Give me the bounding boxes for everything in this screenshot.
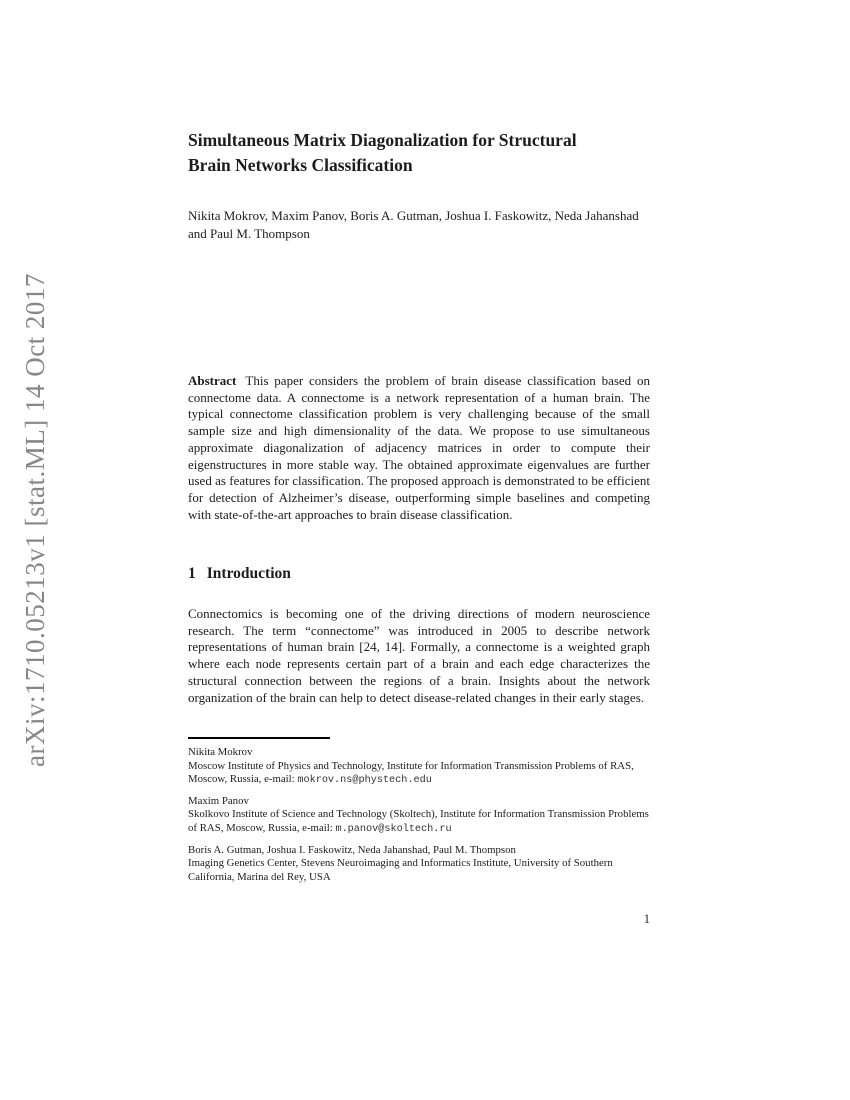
footnote-3-name: Boris A. Gutman, Joshua I. Faskowitz, Neda Jahanshad, Paul M. Thompson xyxy=(188,843,516,856)
footnotes-section xyxy=(188,746,650,891)
footnote-author-2 xyxy=(188,795,650,837)
introduction-paragraph: Connectomics is becoming one of the driving directions of modern neuroscience research. The term “connectome” was introduced in 2005 to describe network representations of human brain [24, 14]. Formally, a connectome is a weighted graph where each node represents certain part of a brain and each edge characterizes the structural connection between the regions of a brain. Insights about the network organization of the brain can help to detect disease-related changes in their early stages. xyxy=(188,606,650,705)
footnote-1-affiliation-text: Moscow Institute of Physics and Technology, Institute for Information Transmission Problems of RAS, Moscow, Russia, e-mail: xyxy=(188,759,634,786)
page-number: 1 xyxy=(643,912,650,926)
arxiv-watermark: arXiv:1710.05213v1 [stat.ML] 14 Oct 2017 xyxy=(20,273,50,767)
footnote-author-3 xyxy=(188,844,650,885)
footnote-2-name: Maxim Panov xyxy=(188,794,249,807)
footnote-rule xyxy=(188,737,330,739)
paper-title: Simultaneous Matrix Diagonalization for Structural Brain Networks Classification xyxy=(188,130,577,175)
authors-line: Nikita Mokrov, Maxim Panov, Boris A. Gutman, Joshua I. Faskowitz, Neda Jahanshad and Paul M. Thompson xyxy=(188,208,639,241)
footnote-3-affiliation-text: Imaging Genetics Center, Stevens Neuroimaging and Informatics Institute, University of Southern California, Marina del Rey, USA xyxy=(188,857,613,883)
abstract-label: Abstract xyxy=(188,373,237,388)
footnote-2-affiliation xyxy=(188,808,650,836)
abstract-text: This paper considers the problem of brain disease classification based on connectome data. A connectome is a network representation of a human brain. The typical connectome classification problem is very challenging because of the small sample size and high dimensionality of the data. We propose to use simultaneous approximate diagonalization of adjacency matrices in order to compute their eigenstructures in more stable way. The obtained approximate eigenvalues are further used as features for classification. The proposed approach is demonstrated to be efficient for detection of Alzheimer’s disease, outperforming simple baselines and competing with state-of-the-art approaches to brain disease classification. xyxy=(188,373,650,522)
footnote-1-name: Nikita Mokrov xyxy=(188,746,253,758)
footnote-author-1 xyxy=(188,746,650,788)
footnote-2-affiliation-text: Skolkovo Institute of Science and Technology (Skoltech), Institute for Information Transmission Problems of RAS, Moscow, Russia, e-mail: xyxy=(188,808,649,834)
section-title: Introduction xyxy=(206,565,291,582)
footnote-1-affiliation xyxy=(188,760,650,788)
abstract-section xyxy=(188,373,650,523)
section-heading-introduction xyxy=(188,565,650,583)
footnote-1-email: mokrov.ns@phystech.edu xyxy=(297,775,432,787)
footnote-3-affiliation xyxy=(188,857,650,884)
footnote-2-email: m.panov@skoltech.ru xyxy=(335,823,452,835)
section-number: 1 xyxy=(188,565,196,582)
